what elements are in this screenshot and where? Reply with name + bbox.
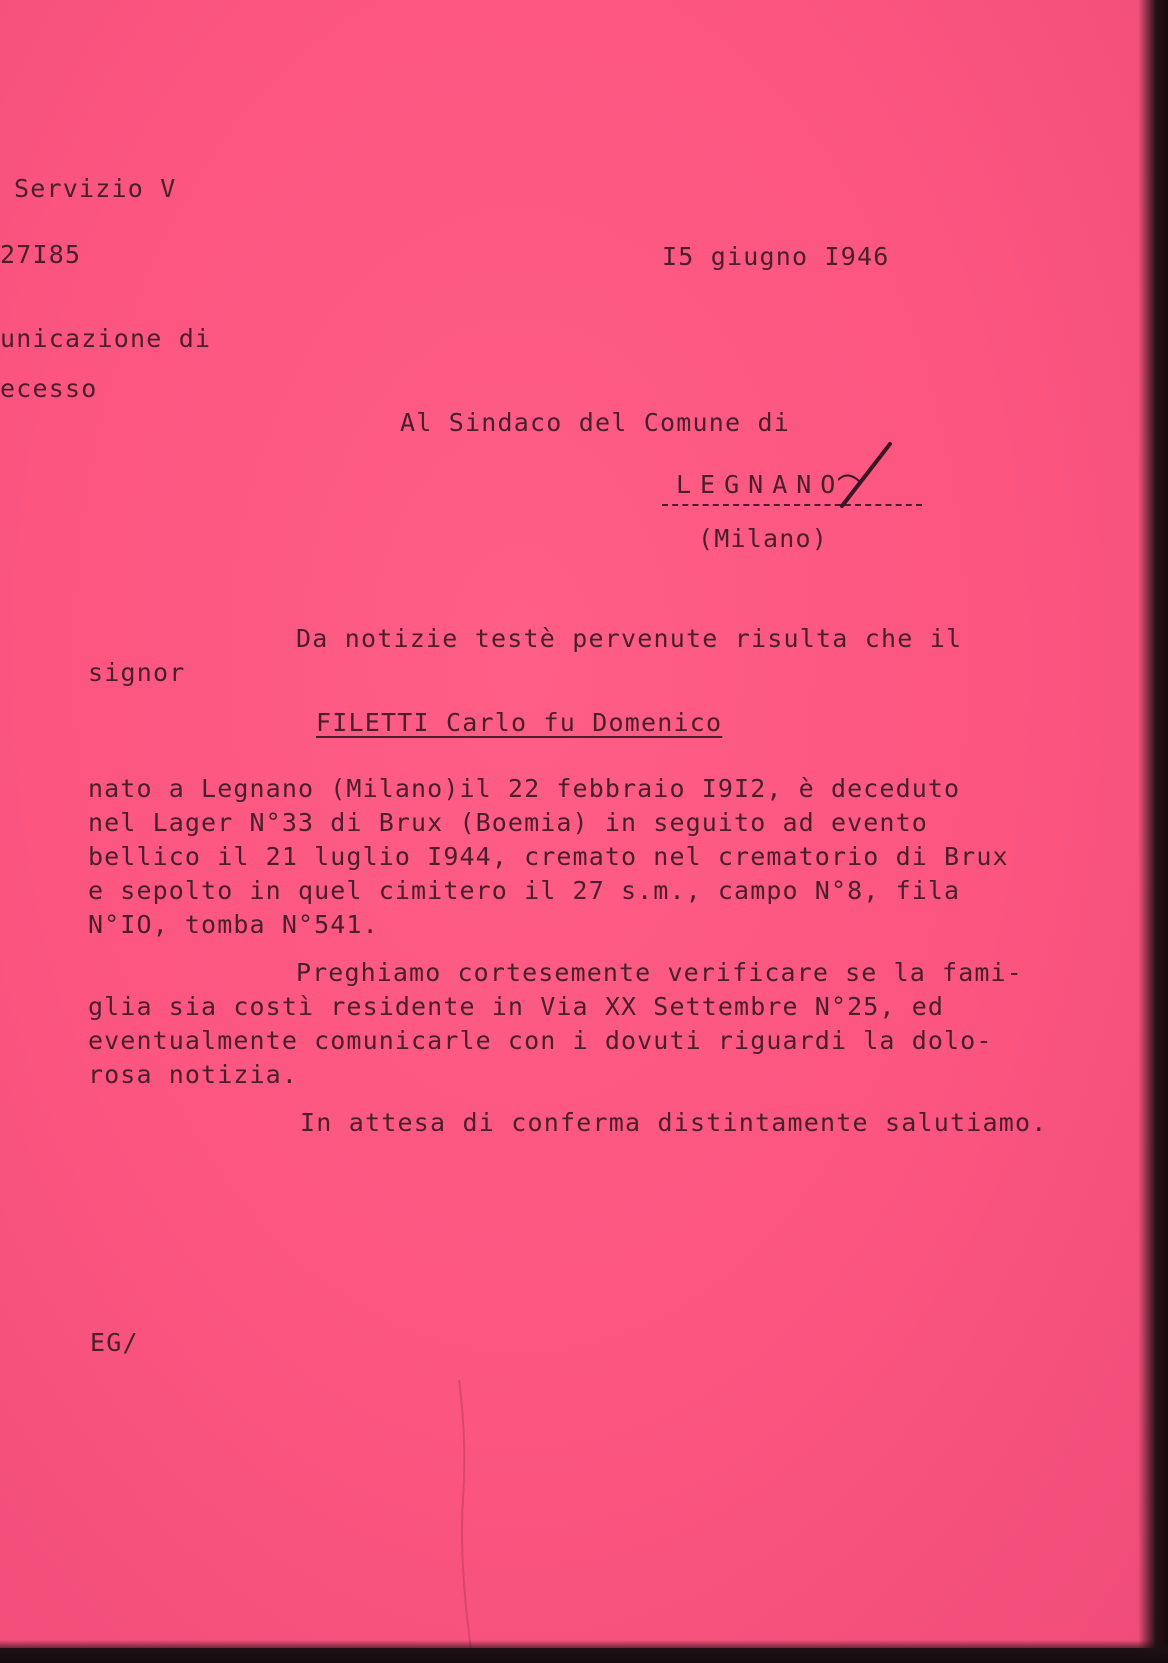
scan-edge-right [1138, 0, 1168, 1663]
service-label: Servizio V [14, 174, 177, 203]
intro-continuation: signor [88, 658, 186, 687]
province: (Milano) [698, 524, 829, 553]
letter-date: I5 giugno I946 [662, 242, 890, 271]
subject-line-1: unicazione di [0, 324, 212, 353]
intro-line: Da notizie testè pervenute risulta che il [296, 624, 963, 653]
paragraph-1-line: bellico il 21 luglio I944, cremato nel crematorio di Brux [88, 842, 1009, 871]
paragraph-1-line: nel Lager N°33 di Brux (Boemia) in seguito ad evento [88, 808, 928, 837]
paragraph-1-line: e sepolto in quel cimitero il 27 s.m., campo N°8, fila [88, 876, 961, 905]
subject-line-2: ecesso [0, 374, 98, 403]
paragraph-2-line: eventualmente comunicarle con i dovuti riguardi la dolo- [88, 1026, 993, 1055]
paragraph-1-line: nato a Legnano (Milano)il 22 febbraio I9I2, è deceduto [88, 774, 961, 803]
deceased-name: FILETTI Carlo fu Domenico [316, 708, 723, 737]
paper-crease [455, 1380, 485, 1648]
town-name: LEGNANO [676, 470, 845, 499]
closing-line: In attesa di conferma distintamente salutiamo. [300, 1108, 1048, 1137]
paragraph-2-line: rosa notizia. [88, 1060, 298, 1089]
scan-edge-bottom [0, 1640, 1168, 1663]
protocol-number: 27I85 [0, 240, 82, 269]
addressee-line: Al Sindaco del Comune di [400, 408, 791, 437]
handwritten-correction-mark [838, 440, 898, 510]
paragraph-1-line: N°IO, tomba N°541. [88, 910, 379, 939]
paragraph-2-line: glia sia costì residente in Via XX Settembre N°25, ed [88, 992, 945, 1021]
paragraph-2-line: Preghiamo cortesemente verificare se la fami- [296, 958, 1023, 987]
typist-initials: EG/ [90, 1328, 139, 1357]
